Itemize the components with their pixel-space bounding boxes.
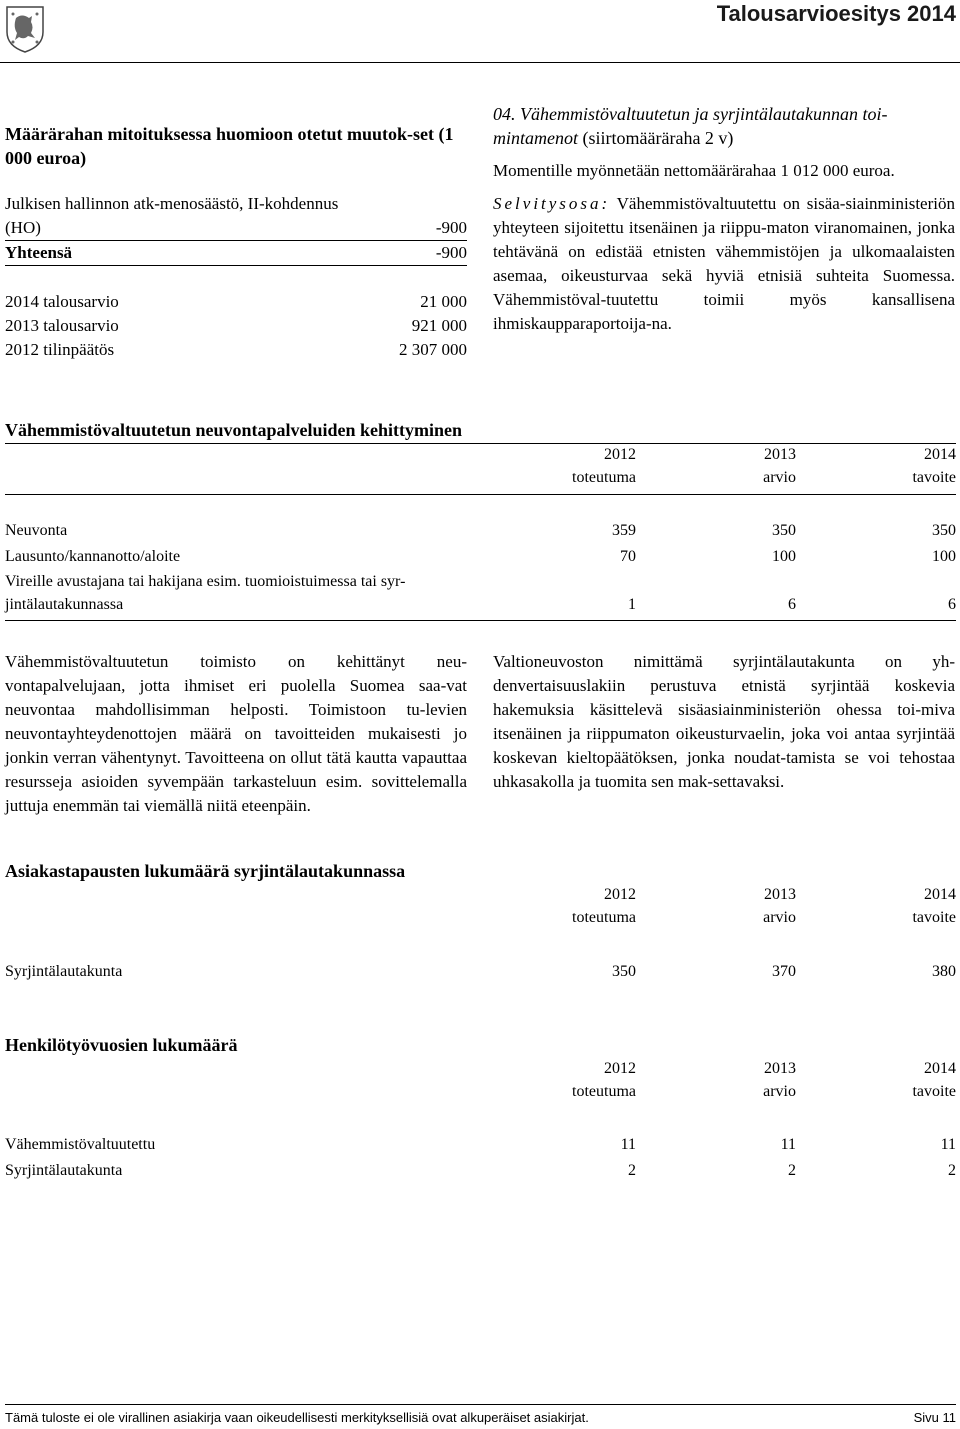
row-value-2012: 350 xyxy=(612,963,636,980)
budget-value: 2 307 000 xyxy=(399,340,467,359)
page-footer xyxy=(5,1410,956,1425)
row-value-2013: 6 xyxy=(788,596,796,613)
row-label: Lausunto/kannanotto/aloite xyxy=(5,548,181,565)
table3-title: Henkilötyövuosien lukumäärä xyxy=(5,1035,238,1055)
table1-col-2013-kind: arvio xyxy=(763,469,796,486)
moment-title xyxy=(493,102,955,150)
row-value-2013: 2 xyxy=(788,1162,796,1179)
budget-label: 2013 talousarvio xyxy=(5,316,119,335)
table1-header xyxy=(5,446,956,494)
table1-top-rule xyxy=(5,443,956,444)
table-row xyxy=(5,548,956,572)
budget-row xyxy=(5,290,467,314)
table-row xyxy=(5,1162,956,1186)
table3-col-2012-kind: toteutuma xyxy=(572,1083,636,1100)
table1-header-rule xyxy=(5,494,956,495)
budget-label: 2012 tilinpäätös xyxy=(5,340,115,359)
table1-col-2013-year: 2013 xyxy=(764,446,796,463)
table2-col-2014-year: 2014 xyxy=(924,886,956,903)
header-divider xyxy=(0,62,960,63)
moment-title-rest: (siirtomääräraha 2 v) xyxy=(582,128,734,148)
row-value-2012: 70 xyxy=(620,548,636,565)
row-value-2014: 2 xyxy=(948,1162,956,1179)
row-value-2012: 11 xyxy=(620,1136,636,1153)
table1-title: Vähemmistövaltuutetun neuvontapalveluiden kehittyminen xyxy=(5,420,463,440)
row-value-2014: 6 xyxy=(948,596,956,613)
row-label: Vireille avustajana tai hakijana esim. tuomioistuimessa tai syr- xyxy=(5,573,406,590)
row-label-cont: jintälautakunnassa xyxy=(5,596,124,613)
row-value-2014: 380 xyxy=(932,963,956,980)
budget-value: 21 000 xyxy=(420,292,467,311)
footer-disclaimer: Tämä tuloste ei ole virallinen asiakirja vaan oikeudellisesti merkityksellisiä ovat alkuperäiset asiakirjat. xyxy=(5,1410,589,1425)
table3-col-2014-kind: tavoite xyxy=(912,1083,956,1100)
total-label: Yhteensä xyxy=(5,243,73,262)
row-value-2013: 350 xyxy=(772,522,796,539)
changes-heading: Määrärahan mitoituksessa huomioon otetut muutok-set (1 000 euroa) xyxy=(5,124,454,168)
table3-col-2014-year: 2014 xyxy=(924,1060,956,1077)
table1-col-2012-kind: toteutuma xyxy=(572,469,636,486)
right-paragraph: Valtioneuvoston nimittämä syrjintälautakunta on yh-denvertaisuuslakiin perustuva etnistä syrjintää koskevia hakemuksia käsittelevä sisäasiainministeriön ohessa toi-miva itsenäinen ja riippumaton oikeusturvaelin, joka voi antaa syrjintää koskevan kieltopäätöksen, jonka noudat-tamista se voi tehostaa uhkasakolla ja tuomita sen mak-settavaksi. xyxy=(493,652,955,791)
budget-value: 921 000 xyxy=(411,316,467,335)
document-title: Talousarvioesitys 2014 xyxy=(716,1,956,26)
budget-row xyxy=(5,314,467,338)
table3-col-2012-year: 2012 xyxy=(604,1060,636,1077)
selvitys-label: Selvitysosa: xyxy=(493,194,611,213)
table1-col-2014-year: 2014 xyxy=(924,446,956,463)
row-value-2012: 359 xyxy=(612,522,636,539)
moment-description-block xyxy=(493,102,955,336)
table2-title: Asiakastapausten lukumäärä syrjintälautakunnassa xyxy=(5,861,406,881)
coat-of-arms-logo xyxy=(4,4,46,54)
table-row xyxy=(5,963,956,987)
table2-col-2013-year: 2013 xyxy=(764,886,796,903)
table-row xyxy=(5,522,956,546)
table-row xyxy=(5,1136,956,1160)
table1-col-2014-kind: tavoite xyxy=(912,469,956,486)
row-value-2013: 370 xyxy=(772,963,796,980)
table1-bottom-rule xyxy=(5,620,956,621)
row-value-2014: 100 xyxy=(932,548,956,565)
appropriation-text: Momentille myönnetään nettomäärärahaa 1 012 000 euroa. xyxy=(493,161,895,180)
row-value-2013: 100 xyxy=(772,548,796,565)
table3-col-2013-kind: arvio xyxy=(763,1083,796,1100)
table1-col-2012-year: 2012 xyxy=(604,446,636,463)
budget-row xyxy=(5,338,467,362)
table-row xyxy=(5,573,956,621)
change-item-row xyxy=(5,216,467,241)
selvitys-paragraph xyxy=(493,192,955,336)
selvitys-text: Vähemmistövaltuutettu on sisäa-siainministeriön yhteyteen sijoitettu itsenäinen ja riippu-maton viranomainen, jonka tehtävänä on edistää etnisten vähemmistöjen ja ulkomaalaisten asemaa, oikeusturvaa sekä hyviä etnisiä suhteita Suomessa. Vähemmistöval-tuutettu toimii myös kansallisena ihmiskaupparaportoija-na. xyxy=(493,194,955,333)
row-label: Syrjintälautakunta xyxy=(5,963,123,980)
total-value: -900 xyxy=(435,243,467,262)
row-label: Neuvonta xyxy=(5,522,68,539)
table2-col-2013-kind: arvio xyxy=(763,909,796,926)
moment-title-italic: Vähemmistövaltuutetun ja syrjintälautakunnan toi-mintamenot xyxy=(493,104,888,148)
row-value-2012: 1 xyxy=(628,596,636,613)
row-label: Syrjintälautakunta xyxy=(5,1162,123,1179)
table2-col-2014-kind: tavoite xyxy=(912,909,956,926)
appropriation-changes-block xyxy=(5,122,467,362)
table2-col-2012-kind: toteutuma xyxy=(572,909,636,926)
row-value-2012: 2 xyxy=(628,1162,636,1179)
table3-col-2013-year: 2013 xyxy=(764,1060,796,1077)
total-row xyxy=(5,241,467,266)
row-value-2013: 11 xyxy=(780,1136,796,1153)
moment-number: 04. xyxy=(493,104,516,124)
change-item-value: -900 xyxy=(435,218,467,237)
table3-header xyxy=(5,1060,956,1108)
row-label: Vähemmistövaltuutettu xyxy=(5,1136,156,1153)
row-value-2014: 11 xyxy=(940,1136,956,1153)
page-number: Sivu 11 xyxy=(913,1410,956,1425)
change-item-label-cont: (HO) xyxy=(5,218,41,237)
change-item-label: Julkisen hallinnon atk-menosäästö, II-kohdennus xyxy=(5,194,339,213)
footer-rule xyxy=(5,1404,956,1405)
row-value-2014: 350 xyxy=(932,522,956,539)
table2-col-2012-year: 2012 xyxy=(604,886,636,903)
left-paragraph: Vähemmistövaltuutetun toimisto on kehittänyt neu-vontapalvelujaan, jotta ihmiset eri puolella Suomea saa-vat neuvontaa mahdollisimman helposti. Toimistoon tu-levien neuvontayhteydenottojen määrä on tavoitteiden mukaisesti jo jonkin verran vähentynyt. Tavoitteena on ollut tätä kautta vapauttaa resursseja asioiden syvempään tarkasteluun esim. sovittelemalla juttuja enemmän tai viemällä niitä eteenpäin. xyxy=(5,652,467,815)
budget-label: 2014 talousarvio xyxy=(5,292,119,311)
table2-header xyxy=(5,886,956,934)
